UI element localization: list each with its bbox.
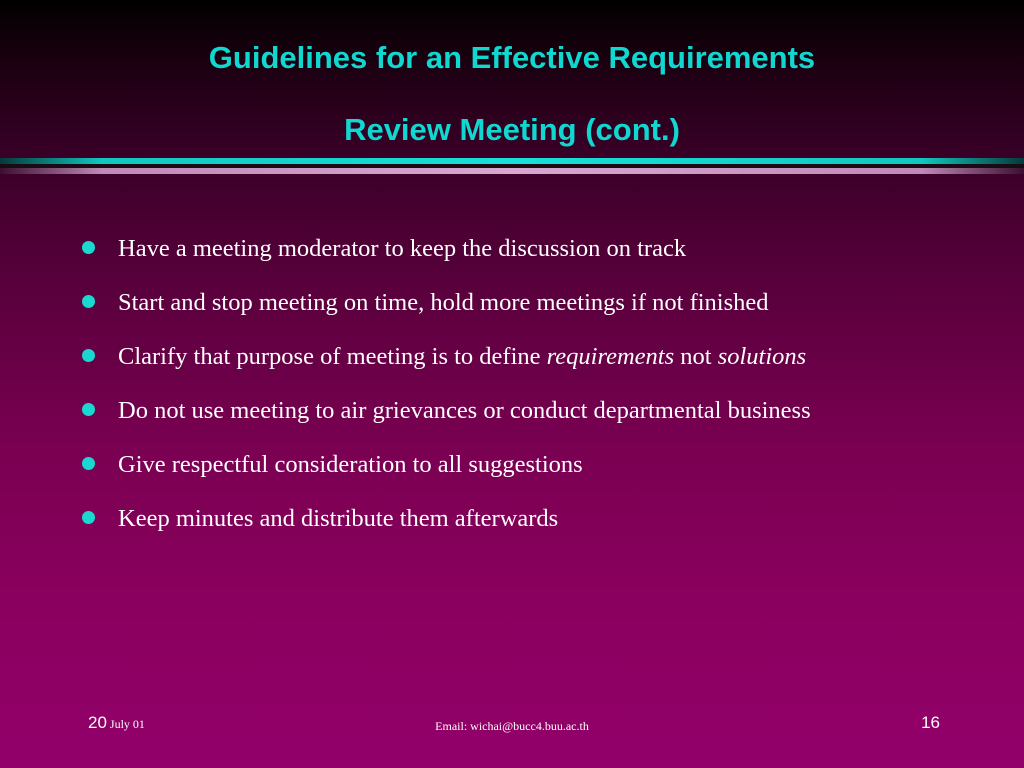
- title-line-2: Review Meeting (cont.): [344, 112, 680, 147]
- bullet-item: [80, 388, 960, 434]
- slide-title: [0, 22, 1024, 166]
- bullet-item: [80, 280, 960, 326]
- bullet-text: Do not use meeting to air grievances or conduct departmental business: [118, 397, 811, 424]
- bullet-text: Keep minutes and distribute them afterwards: [118, 505, 559, 532]
- divider-pink-bar: [0, 168, 1024, 174]
- bullet-icon: [82, 403, 95, 416]
- footer-date: [88, 713, 145, 733]
- bullet-emphasis-requirements: requirements: [546, 343, 675, 370]
- footer-date-month-year: July 01: [109, 717, 145, 731]
- bullet-item: [80, 226, 960, 272]
- title-line-1: Guidelines for an Effective Requirements: [208, 40, 816, 75]
- bullet-item: [80, 334, 960, 380]
- bullet-icon: [82, 457, 95, 470]
- bullet-text-part: Clarify that purpose of meeting is to define: [118, 343, 547, 370]
- bullet-text: Give respectful consideration to all suggestions: [118, 451, 583, 478]
- footer-date-day: 20: [88, 713, 107, 732]
- bullet-text: Have a meeting moderator to keep the discussion on track: [118, 235, 687, 262]
- bullet-text-part: not: [674, 343, 718, 370]
- bullet-item: [80, 496, 960, 542]
- bullet-text: Start and stop meeting on time, hold more meetings if not finished: [118, 289, 769, 316]
- bullet-text: [118, 343, 806, 370]
- bullet-list: [80, 226, 960, 550]
- bullet-icon: [82, 349, 95, 362]
- bullet-icon: [82, 511, 95, 524]
- bullet-icon: [82, 295, 95, 308]
- footer-email: Email: wichai@bucc4.buu.ac.th: [435, 719, 589, 733]
- bullet-emphasis-solutions: solutions: [717, 343, 807, 370]
- title-divider: [0, 158, 1024, 178]
- bullet-item: [80, 442, 960, 488]
- bullet-icon: [82, 241, 95, 254]
- footer-page-number: 16: [921, 713, 940, 732]
